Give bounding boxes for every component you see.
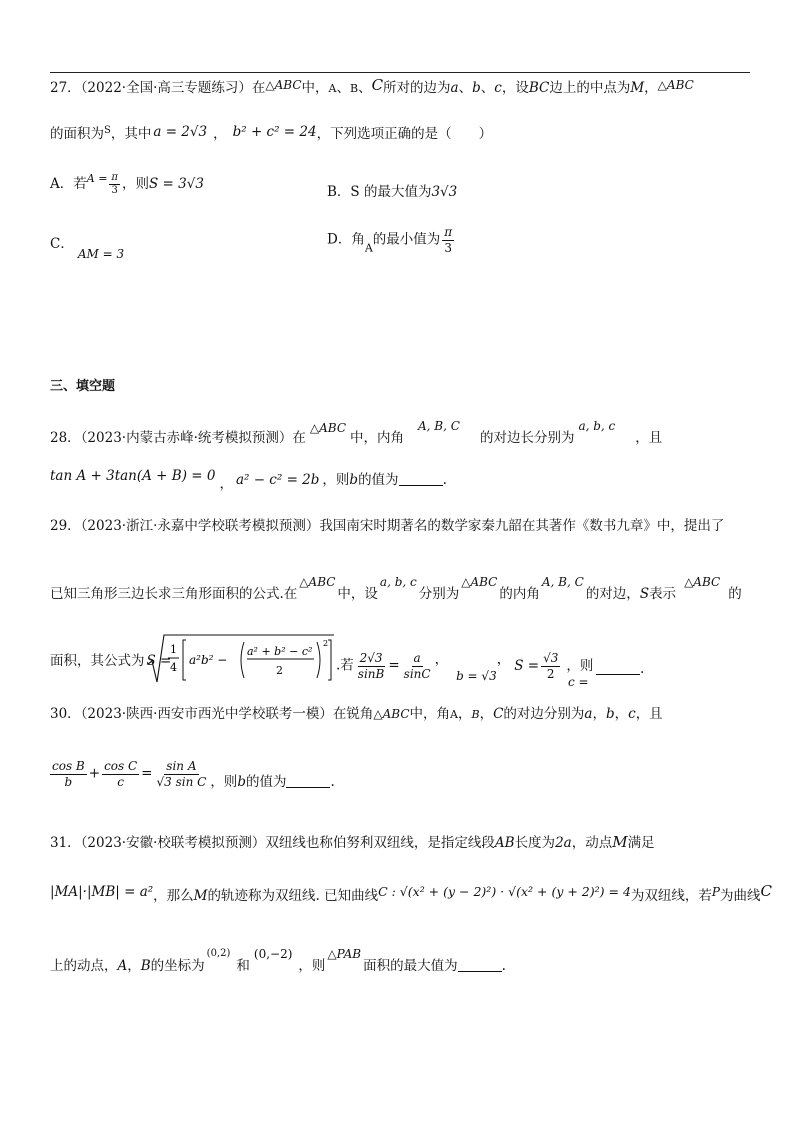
frac-num: a (413, 651, 421, 665)
q27-text: ，则 (122, 176, 149, 192)
q31-text: 上的动点， (50, 958, 118, 974)
q27-option-b (327, 180, 457, 200)
inner-den: 2 (276, 664, 283, 677)
q30-text: 的值为 (245, 773, 287, 790)
q27-result: AM = 3 (77, 247, 125, 261)
q30-op: + (88, 765, 101, 782)
frac-num: π (444, 225, 453, 239)
q30-sep: ， (614, 706, 629, 722)
q31-text: ，那么 (153, 888, 194, 904)
q27-text: ，设 (501, 80, 529, 96)
q31-text: ，动点 (571, 835, 613, 851)
q30-number: 30． (50, 706, 81, 722)
q31-curve-equation: C : √(x² + (y − 2)²) · √(x² + (y + 2)²) = 4 (378, 884, 631, 899)
q28-source: （2023·内蒙古赤峰·统考模拟预测） (80, 430, 293, 446)
q29-angles: A, B, C (541, 575, 584, 589)
q31-text: . (501, 958, 506, 974)
q30-source: （2023·陕西·西安市西光中学校联考一模） (80, 706, 333, 722)
q30-var: b (237, 773, 246, 790)
frac-num: cos B (52, 759, 85, 773)
q29-text: 面积，其公式为 (50, 653, 145, 669)
q29-text: 的 (728, 586, 742, 602)
q31-var: M (193, 888, 208, 904)
option-label: C． (50, 236, 74, 252)
q30-text: 的对边分别为 (503, 706, 585, 722)
q27-number: 27． (50, 80, 81, 96)
q30-var: a (584, 706, 593, 722)
q30-var: b (605, 706, 615, 722)
q29-text: 中，设 (337, 586, 378, 602)
q29-line2 (50, 576, 742, 602)
q27-var: B (349, 82, 359, 95)
q31-condition: |MA|·|MB| = a² (50, 884, 154, 900)
q30-var: A (450, 708, 458, 721)
frac-den: sinB (357, 666, 385, 681)
q28-text: ，且 (635, 430, 663, 446)
q31-line2 (50, 884, 772, 904)
q30-line1 (50, 708, 663, 722)
quarter-num: 1 (170, 643, 177, 656)
top-rule (50, 72, 750, 73)
q30-sep: ， (479, 706, 494, 722)
q29-source: （2023·浙江·永嘉中学校联考模拟预测） (80, 518, 320, 534)
q27-var: C (371, 76, 384, 94)
frac-den: 3 (444, 240, 453, 255)
frac-den: b (64, 774, 73, 789)
q27-source: （2022·全国·高三专题练习） (80, 80, 252, 96)
q30-sep: ， (592, 706, 606, 722)
q27-sep: 、 (336, 80, 350, 96)
q29-s-value: S = (514, 657, 540, 674)
q30-op: = (141, 765, 153, 782)
q31-text: 的轨迹称为双纽线. 已知曲线 (207, 888, 379, 904)
q27-sep: 、 (358, 80, 372, 96)
q27-option-a (50, 172, 204, 197)
q31-var: A (117, 958, 128, 974)
q27-text: 的最小值为 (372, 231, 441, 248)
q29-blank-wrap (596, 662, 644, 677)
q27-condition: b² + c² = 24 (232, 124, 317, 140)
frac-num: √3 (543, 651, 559, 665)
q29-number: 29． (50, 518, 81, 534)
q28-text: 的对边长分别为 (479, 430, 575, 446)
q28-text: . (442, 472, 447, 488)
frac-den: sinC (403, 666, 431, 681)
q29-triangle: △ABC (461, 575, 498, 589)
q29-sides: a, b, c (379, 575, 417, 589)
q27-sep: 、 (480, 80, 495, 96)
q27-sep: 、 (458, 80, 473, 96)
q28-text: 中，内角 (350, 430, 405, 446)
frac-den: √3 sin C (156, 774, 207, 789)
q29-text: .若 (336, 657, 354, 674)
q31-number: 31． (50, 835, 81, 851)
frac-den: 2 (546, 666, 555, 681)
q28-number: 28． (50, 430, 81, 446)
q27-text: S 的最大值为 (350, 184, 432, 200)
q28-equation: a² − c² = 2b (235, 472, 320, 488)
q28-text: 的值为 (358, 472, 399, 488)
q31-line3 (50, 948, 506, 974)
q27-text: ，其中 (110, 126, 152, 142)
q29-text: 已知三角形三边长求三角形面积的公式.在 (50, 586, 298, 602)
q27-text: ，下列选项正确的是（ ） (316, 126, 493, 142)
q28-line2: tan A + 3tan(A + B) = 0 ， a² − c² = 2b ，则b的值为 . (50, 468, 447, 492)
q27-triangle: △ABC (657, 78, 694, 92)
frac-num: sin A (166, 759, 197, 773)
q27-text: 边上的中点为 (549, 80, 631, 96)
q27-text: 在 (251, 80, 266, 96)
q29-text: = (388, 657, 400, 674)
q29-c (568, 676, 589, 690)
q27-text: 的面积为 (50, 126, 104, 142)
q31-text: 为双纽线，若 (630, 888, 712, 904)
q29-text: . (640, 661, 645, 677)
option-label: B． (327, 184, 351, 200)
quarter-den: 4 (170, 661, 177, 674)
inner-num: a² + b² − c² (247, 645, 313, 658)
q27-option-d (327, 226, 456, 255)
q29-text: 我国南宋时期著名的数学家秦九韶在其著作《数书九章》中，提出了 (319, 518, 725, 534)
frac-num: cos C (104, 759, 138, 773)
q29-text: ，则 (566, 657, 594, 674)
q28-equation: tan A + 3tan(A + B) = 0 (50, 468, 216, 484)
q30-var: C (493, 706, 504, 722)
q27-line2: 的面积为$^S$，其中 a = 2√3 ， b² + c² = 24，下列选项正确的是（ ） (50, 124, 493, 142)
q31-var: 2a (555, 835, 572, 851)
q29-c-var: c = (568, 675, 589, 689)
answer-blank[interactable] (399, 473, 443, 486)
q29-triangle: △ABC (299, 575, 336, 589)
option-label: A．若 (50, 176, 87, 192)
a2b2-term: a²b² − (189, 653, 228, 667)
q29-text: 分别为 (418, 586, 460, 602)
q31-text: 为曲线 (719, 888, 761, 904)
q27-var: A (328, 82, 337, 95)
q31-var: M (612, 833, 628, 851)
q29-b-value: b = √3 (456, 668, 497, 683)
q29-line3-rest (336, 652, 593, 682)
q30-line2 (50, 760, 335, 789)
q30-sep: ， (457, 706, 472, 722)
q30-triangle: △ABC (373, 707, 410, 721)
q31-text: 面积的最大值为 (363, 958, 458, 974)
q27-text: 中， (301, 80, 329, 96)
answer-blank[interactable] (596, 662, 640, 675)
q31-line1 (50, 835, 655, 851)
answer-blank[interactable] (458, 959, 502, 972)
q29-text: 的内角 (499, 586, 540, 602)
q31-point-b: (0,−2) (253, 947, 293, 961)
q31-text: 和 (236, 958, 250, 974)
q28-text: ，则 (322, 472, 350, 488)
q27-var: BC (528, 80, 550, 96)
q27-var: A = (86, 172, 108, 185)
q31-text: 的坐标为 (150, 958, 205, 974)
q30-var: c (628, 706, 636, 722)
q27-result: 3√3 (431, 184, 458, 200)
q31-var: C (760, 882, 772, 900)
q31-var: P (711, 885, 720, 899)
q27-text: ， (644, 80, 658, 96)
q31-source: （2023·安徽·校联考模拟预测） (80, 835, 266, 851)
q29-var: S (639, 586, 650, 602)
q29-text: 表示 (649, 586, 677, 602)
q28-line1 (50, 420, 662, 446)
q28-triangle: △ABC (309, 421, 347, 435)
q27-triangle: △ABC (265, 78, 302, 92)
q30-text: ，则 (210, 773, 238, 790)
section-title: 三、填空题 (50, 379, 116, 394)
q27-var: a (450, 80, 459, 96)
q31-sep: ， (127, 958, 141, 974)
q28-angles: A, B, C (418, 419, 460, 433)
q28-var: b (349, 472, 359, 488)
q30-var: B (471, 708, 480, 721)
option-label: D．角 (327, 231, 365, 248)
q27-var: S (104, 125, 111, 136)
q27-var: c (494, 80, 502, 96)
q28-sides: a, b, c (578, 419, 616, 433)
frac-den: 3 (111, 185, 118, 196)
q27-condition: a = 2√3 (153, 124, 208, 140)
q31-var: AB (494, 835, 515, 851)
q27-var: M (630, 80, 645, 96)
q27-result: S = 3√3 (149, 176, 204, 192)
q29-text: ， (496, 651, 511, 668)
q31-text: 双纽线也称伯努利双纽线，是指定线段 (265, 835, 495, 851)
q27-var: A (364, 241, 373, 255)
q27-text: 所对的边为 (383, 80, 451, 96)
q27-line1 (50, 78, 694, 96)
q29-formula-s: S = (146, 653, 172, 669)
frac-den: c (117, 774, 124, 789)
svg-text:2: 2 (323, 639, 329, 648)
q30-text: ，且 (635, 706, 663, 722)
q27-var: b (472, 80, 481, 96)
q31-var: B (140, 958, 151, 974)
q31-text: 长度为 (514, 835, 556, 851)
q29-heron-formula (148, 634, 336, 686)
answer-blank[interactable] (286, 775, 330, 788)
q27-option-c (50, 232, 124, 261)
q31-text: 满足 (627, 835, 655, 851)
q29-triangle: △ABC (684, 575, 721, 589)
frac-num: 2√3 (359, 651, 383, 665)
q31-point-a: (0,2) (206, 948, 231, 959)
q30-text: 在锐角 (332, 706, 374, 722)
q30-text: 中，角 (409, 706, 451, 722)
q31-triangle: △PAB (327, 947, 362, 961)
q29-text: 的对边， (585, 586, 640, 602)
q29-line1 (50, 520, 724, 534)
q28-text: 在 (292, 430, 306, 446)
q29-text: ， (434, 651, 449, 668)
q31-text: ，则 (298, 958, 326, 974)
frac-num: π (109, 173, 120, 186)
q30-text: . (330, 773, 335, 790)
